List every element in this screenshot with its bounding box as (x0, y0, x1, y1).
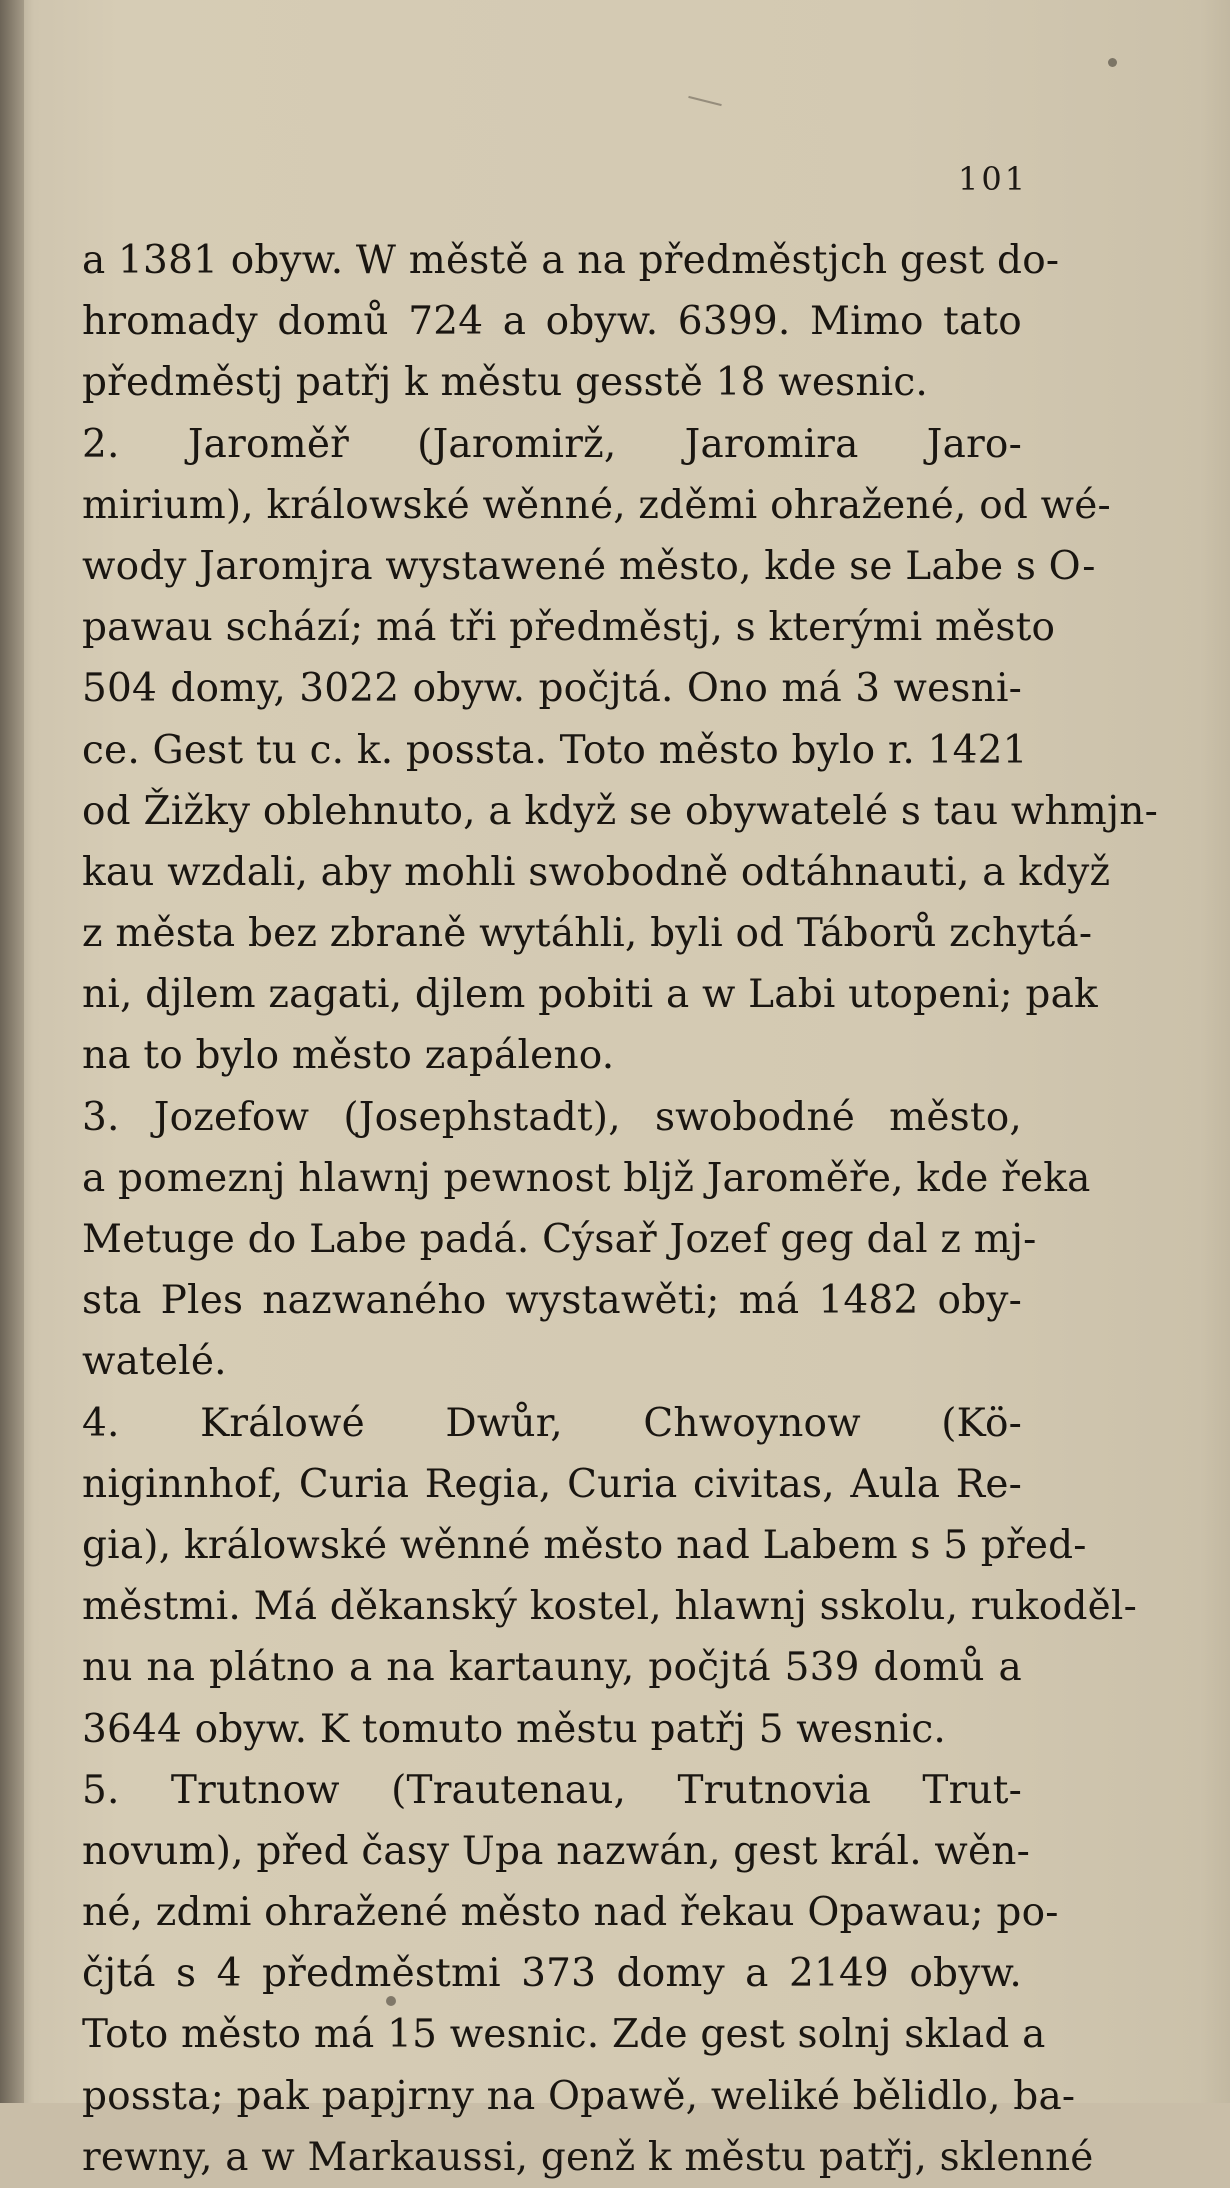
text-line: a pomeznj hlawnj pewnost bljž Jaroměře, kde řeka (82, 1155, 1091, 1201)
book-spine-shadow (0, 0, 24, 2103)
text-line: 504 domy, 3022 obyw. počjtá. Ono má 3 wesni- (82, 666, 1022, 712)
text-line: 5. Trutnow (Trautenau, Trutnovia Trut- (82, 1767, 1022, 1813)
text-line: mirium), králowské wěnné, zděmi ohražené, od wé- (82, 482, 1111, 528)
text-line: od Žižky oblehnuto, a když se obywatelé s tau whmjn- (82, 788, 1158, 834)
text-line: 3644 obyw. K tomuto městu patřj 5 wesnic. (82, 1706, 947, 1752)
text-line: čjtá s 4 předměstmi 373 domy a 2149 obyw. (82, 1951, 1022, 1997)
text-line: a 1381 obyw. W městě a na předměstjch gest do- (82, 238, 1060, 283)
text-line: 4. Králowé Dwůr, Chwoynow (Kö- (82, 1400, 1022, 1446)
text-line: z města bez zbraně wytáhli, byli od Táborů zchytá- (82, 911, 1093, 957)
text-line: kau wzdali, aby mohli swobodně odtáhnauti, a když (82, 849, 1111, 895)
text-line: rewny, a w Markaussi, genž k městu patřj, sklenné (82, 2134, 1094, 2180)
text-line: 3. Jozefow (Josephstadt), swobodné město, (82, 1094, 1022, 1140)
text-line: Toto město má 15 wesnic. Zde gest solnj sklad a (82, 2012, 1046, 2058)
text-line: nu na plátno a na kartauny, počjtá 539 domů a (82, 1645, 1022, 1691)
text-line: pawau schází; má tři předměstj, s kterými město (82, 605, 1056, 651)
text-line: né, zdmi ohražené město nad řekau Opawau; po- (82, 1890, 1059, 1936)
page-body-text (82, 230, 1158, 2188)
text-line: 2. Jaroměř (Jaromirž, Jaromira Jaro- (82, 421, 1022, 467)
text-line: watelé. (82, 1339, 227, 1385)
page-number: 101 (958, 160, 1029, 198)
text-line: městmi. Má děkanský kostel, hlawnj sskolu, rukoděl- (82, 1584, 1137, 1630)
text-line: possta; pak papjrny na Opawě, weliké bělidlo, ba- (82, 2073, 1076, 2119)
ink-speck (1108, 58, 1117, 67)
text-line: Metuge do Labe padá. Cýsař Jozef geg dal z mj- (82, 1217, 1037, 1262)
text-line: novum), před časy Upa nazwán, gest král. wěn- (82, 1828, 1030, 1874)
paper-scratch (688, 96, 721, 106)
text-line: ni, djlem zagati, djlem pobiti a w Labi utopeni; pak (82, 972, 1098, 1018)
text-line: sta Ples nazwaného wystawěti; má 1482 oby- (82, 1278, 1022, 1324)
text-line: na to bylo město zapáleno. (82, 1033, 615, 1079)
text-line: předměstj patřj k městu gesstě 18 wesnic. (82, 360, 928, 406)
text-line: gia), králowské wěnné město nad Labem s 5 před- (82, 1522, 1087, 1568)
text-line: wody Jaromjra wystawené město, kde se Labe s O- (82, 543, 1096, 589)
text-line: ce. Gest tu c. k. possta. Toto město bylo r. 1421 (82, 727, 1028, 773)
text-line: niginnhof, Curia Regia, Curia civitas, Aula Re- (82, 1461, 1022, 1507)
text-line: hromady domů 724 a obyw. 6399. Mimo tato (82, 299, 1022, 345)
